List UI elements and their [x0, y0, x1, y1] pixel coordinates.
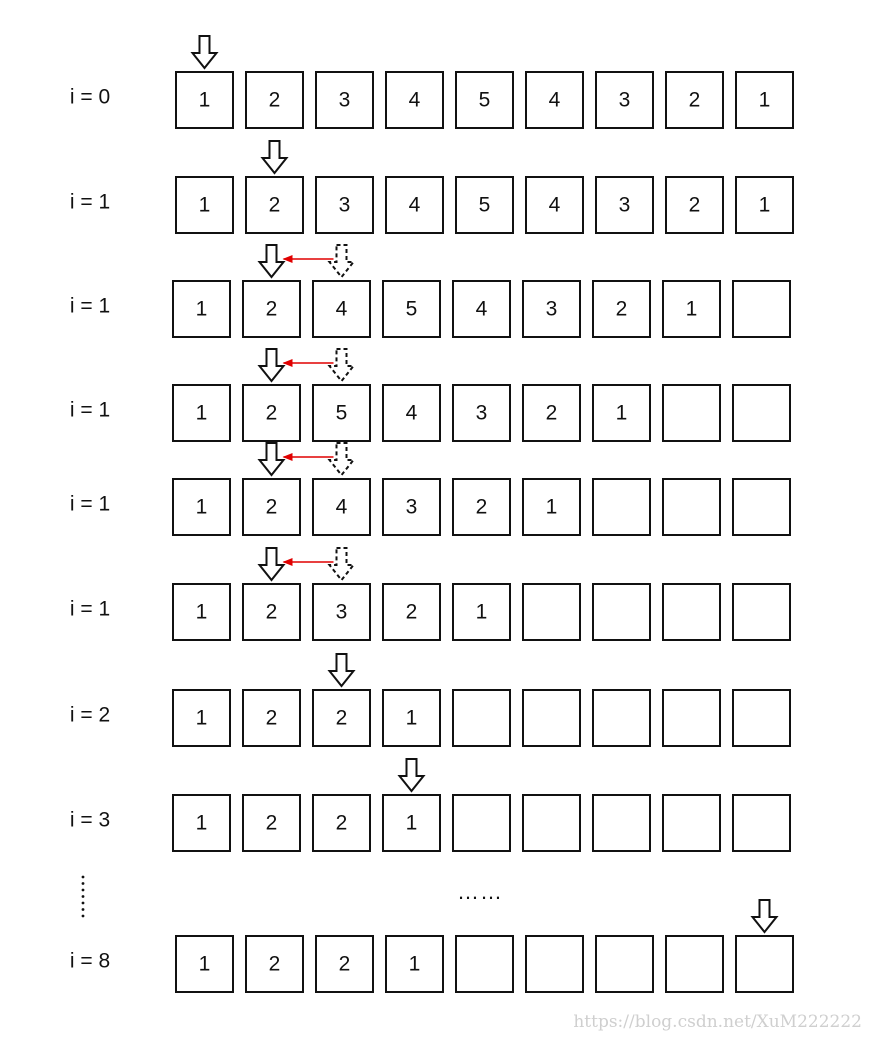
cell-value: 5	[335, 401, 348, 425]
cell-value: 4	[475, 297, 488, 321]
pointer-arrow-icon	[193, 36, 217, 68]
row-label: i = 1	[69, 190, 111, 214]
array-cell	[526, 936, 583, 992]
row-label: i = 1	[69, 492, 111, 516]
cell-value: 1	[405, 811, 418, 835]
row-label: i = 8	[69, 949, 111, 973]
cell-value: 3	[618, 88, 631, 112]
cell-value: 4	[335, 297, 348, 321]
cell-value: 2	[265, 297, 278, 321]
array-cell	[663, 385, 720, 441]
rows-layer	[70, 72, 793, 992]
cell-value: 2	[335, 706, 348, 730]
array-cell	[523, 584, 580, 640]
cell-value: 1	[758, 88, 771, 112]
dashed-arrow-icon	[330, 349, 354, 381]
array-row	[70, 385, 790, 441]
pointer-arrow-icon	[260, 548, 284, 580]
cell-value: 4	[548, 88, 561, 112]
array-cell	[593, 690, 650, 746]
cell-value: 3	[338, 193, 351, 217]
row-label: i = 0	[69, 85, 111, 109]
cell-value: 1	[195, 495, 208, 519]
array-cell	[733, 584, 790, 640]
vertical-ellipsis-dot	[82, 895, 85, 898]
pointer-arrow-icon	[263, 141, 287, 173]
vertical-ellipsis-dot	[82, 908, 85, 911]
watermark-text: https://blog.csdn.net/XuM222222	[573, 1012, 862, 1032]
cell-value: 2	[615, 297, 628, 321]
pointer-arrow-icon	[260, 443, 284, 475]
cell-value: 1	[545, 495, 558, 519]
vertical-ellipsis-dot	[82, 889, 85, 892]
array-cell	[733, 479, 790, 535]
array-cell	[456, 936, 513, 992]
cell-value: 5	[478, 88, 491, 112]
array-cell	[523, 690, 580, 746]
array-row	[70, 72, 793, 128]
row-label: i = 1	[69, 597, 111, 621]
array-cell	[733, 281, 790, 337]
cell-value: 2	[475, 495, 488, 519]
array-cell	[666, 936, 723, 992]
row-label: i = 1	[69, 398, 111, 422]
cell-value: 3	[405, 495, 418, 519]
array-row	[70, 281, 790, 337]
array-cell	[523, 795, 580, 851]
array-cell	[663, 690, 720, 746]
cell-value: 2	[265, 811, 278, 835]
array-cell	[733, 385, 790, 441]
cell-value: 2	[268, 952, 281, 976]
cell-value: 2	[545, 401, 558, 425]
cell-value: 1	[198, 952, 211, 976]
pointer-arrow-icon	[400, 759, 424, 791]
cell-value: 1	[195, 297, 208, 321]
cell-value: 4	[405, 401, 418, 425]
cell-value: 2	[268, 88, 281, 112]
cell-value: 3	[338, 88, 351, 112]
array-cell	[736, 936, 793, 992]
array-cell	[593, 479, 650, 535]
cell-value: 4	[335, 495, 348, 519]
array-row	[70, 479, 790, 535]
cell-value: 2	[265, 706, 278, 730]
dashed-arrow-icon	[330, 245, 354, 277]
cell-value: 2	[265, 600, 278, 624]
pointer-arrow-icon	[260, 349, 284, 381]
cell-value: 1	[198, 193, 211, 217]
arrows-layer	[193, 36, 777, 932]
cell-value: 3	[475, 401, 488, 425]
row-label: i = 1	[69, 294, 111, 318]
dashed-arrow-icon	[330, 548, 354, 580]
pointer-arrow-icon	[330, 654, 354, 686]
vertical-ellipsis	[82, 876, 85, 918]
array-cell	[663, 795, 720, 851]
cell-value: 2	[268, 193, 281, 217]
pointer-arrow-icon	[753, 900, 777, 932]
array-cell	[733, 690, 790, 746]
cell-value: 1	[405, 706, 418, 730]
cell-value: 1	[195, 600, 208, 624]
cell-value: 2	[688, 193, 701, 217]
cell-value: 2	[405, 600, 418, 624]
dashed-arrow-icon	[330, 443, 354, 475]
cell-value: 3	[618, 193, 631, 217]
vertical-ellipsis-dot	[82, 915, 85, 918]
cell-value: 1	[758, 193, 771, 217]
horizontal-ellipsis: ……	[457, 879, 503, 904]
array-row	[70, 936, 793, 992]
row-label: i = 2	[69, 703, 111, 727]
vertical-ellipsis-dot	[82, 876, 85, 879]
cell-value: 2	[688, 88, 701, 112]
array-cell	[593, 795, 650, 851]
array-cell	[663, 584, 720, 640]
cell-value: 1	[615, 401, 628, 425]
array-cell	[593, 584, 650, 640]
cell-value: 2	[265, 495, 278, 519]
array-row	[70, 795, 790, 851]
cell-value: 1	[198, 88, 211, 112]
array-row	[70, 584, 790, 640]
cell-value: 1	[195, 706, 208, 730]
array-cell	[596, 936, 653, 992]
array-row	[70, 177, 793, 233]
cell-value: 1	[685, 297, 698, 321]
cell-value: 2	[338, 952, 351, 976]
row-label: i = 3	[69, 808, 111, 832]
cell-value: 3	[545, 297, 558, 321]
cell-value: 4	[548, 193, 561, 217]
vertical-ellipsis-dot	[82, 902, 85, 905]
array-cell	[663, 479, 720, 535]
cell-value: 3	[335, 600, 348, 624]
pointer-arrow-icon	[260, 245, 284, 277]
array-cell	[453, 795, 510, 851]
cell-value: 2	[265, 401, 278, 425]
cell-value: 5	[478, 193, 491, 217]
cell-value: 4	[408, 193, 421, 217]
cell-value: 4	[408, 88, 421, 112]
cell-value: 1	[195, 811, 208, 835]
array-row	[70, 690, 790, 746]
cell-value: 1	[408, 952, 421, 976]
array-cell	[733, 795, 790, 851]
cell-value: 1	[475, 600, 488, 624]
cell-value: 1	[195, 401, 208, 425]
cell-value: 5	[405, 297, 418, 321]
cell-value: 2	[335, 811, 348, 835]
array-cell	[453, 690, 510, 746]
vertical-ellipsis-dot	[82, 882, 85, 885]
